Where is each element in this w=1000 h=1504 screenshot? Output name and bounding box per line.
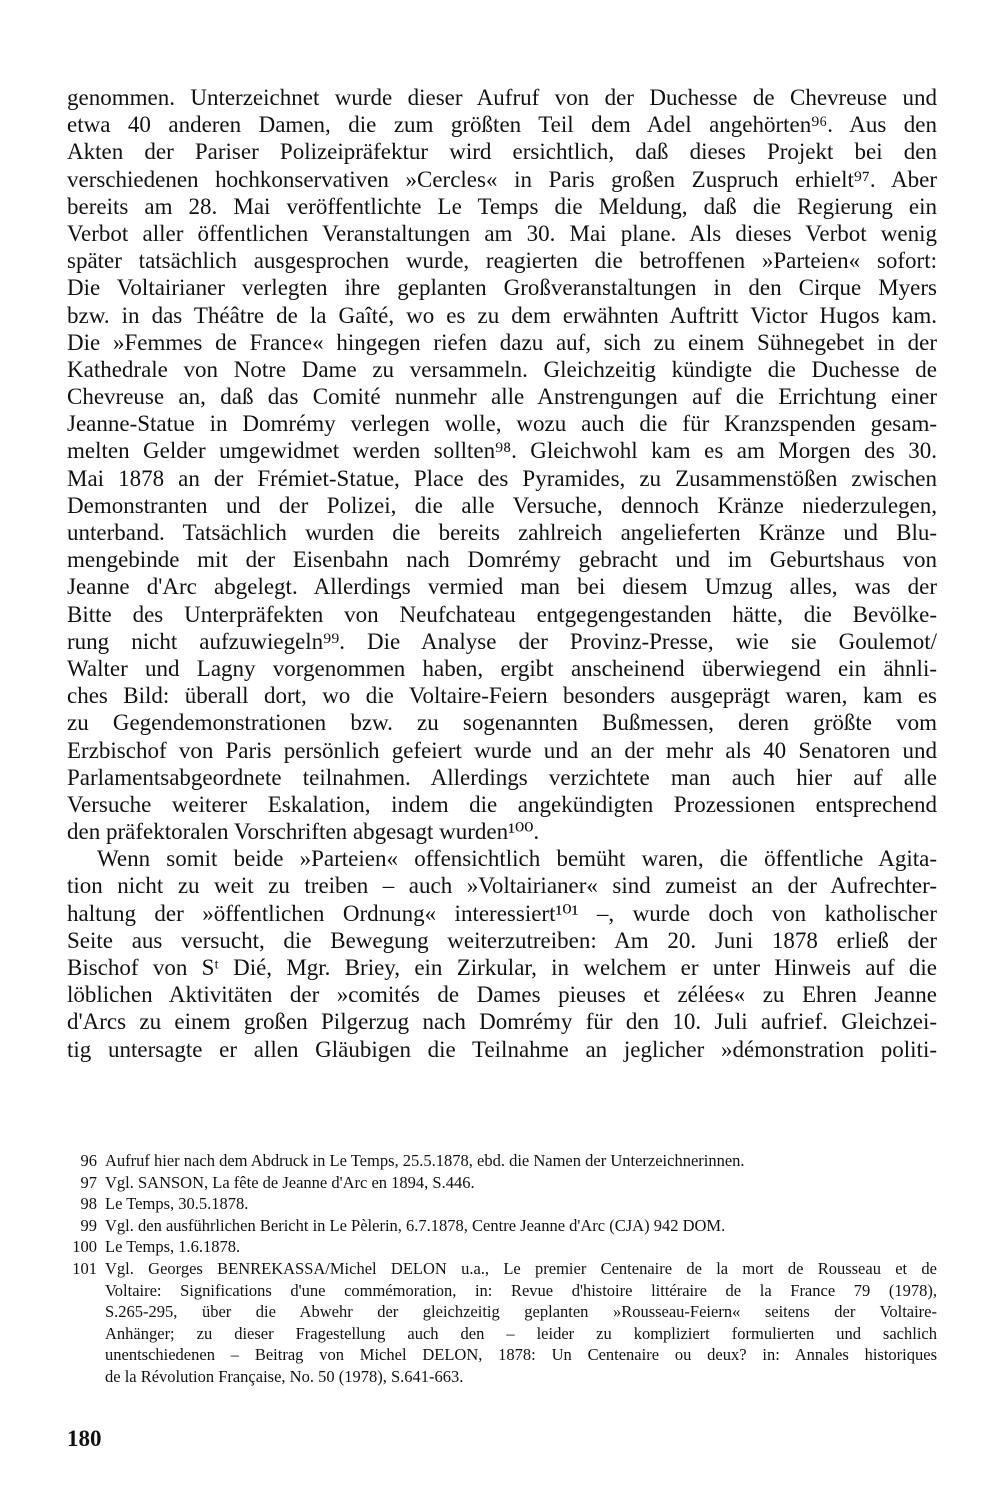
text-line: Akten der Pariser Polizeipräfektur wird ersichtlich, daß dieses Projekt bei den (67, 139, 937, 165)
footnote-line: S.265-295, über die Abwehr der gleichzeitig geplanten »Rousseau-Feiern« seitens der Voltaire- (105, 1302, 937, 1322)
text-line: genommen. Unterzeichnet wurde dieser Aufruf von der Duchesse de Chevreuse und (67, 85, 937, 110)
footnote (67, 1150, 937, 1172)
text-line: Wenn somit beide »Parteien« offensichtlich bemüht waren, die öffentliche Agita- (97, 846, 937, 872)
footnote (67, 1258, 937, 1388)
text-line: bereits am 28. Mai veröffentlichte Le Temps die Meldung, daß die Regierung ein (67, 193, 937, 219)
text-line: später tatsächlich ausgesprochen wurde, reagierten die betroffenen »Parteien« sofort: (67, 248, 937, 274)
footnote-number: 96 (80, 1151, 97, 1170)
text-line: unterband. Tatsächlich wurden die bereits zahlreich angelieferten Kränze und Blu- (67, 520, 937, 545)
text-line: zu Gegendemonstrationen bzw. zu sogenannten Bußmessen, deren größte vom (67, 710, 937, 736)
footnote-line: Vgl. den ausführlichen Bericht in Le Pèlerin, 6.7.1878, Centre Jeanne d'Arc (CJA) 942 DOM. (105, 1215, 726, 1235)
footnote-text (105, 1258, 937, 1388)
footnote-text (105, 1172, 937, 1194)
text-line: Verbot aller öffentlichen Veranstaltungen am 30. Mai plane. Als dieses Verbot wenig (67, 220, 937, 246)
text-line: mengebinde mit der Eisenbahn nach Domrémy gebracht und im Geburtshaus von (67, 547, 937, 573)
footnote-line: Vgl. SANSON, La fête de Jeanne d'Arc en 1894, S.446. (105, 1172, 475, 1192)
footnote (67, 1193, 937, 1215)
footnote (67, 1215, 937, 1237)
footnote-line: Vgl. Georges BENREKASSA/Michel DELON u.a., Le premier Centenaire de la mort de Rousseau et de (105, 1258, 937, 1278)
footnote-number: 99 (80, 1215, 97, 1235)
page-number: 180 (67, 1426, 102, 1451)
text-line: rung nicht aufzuwiegeln⁹⁹. Die Analyse der Provinz-Presse, wie sie Goulemot/ (67, 628, 937, 654)
text-line: Die Voltairianer verlegten ihre geplanten Großveranstaltungen in den Cirque Myers (67, 275, 937, 301)
text-line: Bischof von Sᵗ Dié, Mgr. Briey, ein Zirkular, in welchem er unter Hinweis auf die (67, 955, 937, 980)
text-line: Jeanne d'Arc abgelegt. Allerdings vermied man bei diesem Umzug alles, was der (67, 574, 937, 600)
text-line: ches Bild: überall dort, wo die Voltaire-Feiern besonders ausgeprägt waren, kam es (67, 683, 937, 709)
footnote-line: Le Temps, 1.6.1878. (105, 1237, 241, 1257)
footnote-line: unentschiedenen – Beitrag von Michel DELON, 1878: Un Centenaire ou deux? in: Annales historiques (105, 1345, 937, 1365)
text-line: Die »Femmes de France« hingegen riefen dazu auf, sich zu einem Sühnegebet in der (67, 329, 937, 355)
text-line: Kathedrale von Notre Dame zu versammeln. Gleichzeitig kündigte die Duchesse de (67, 356, 937, 382)
footnote-line: de la Révolution Française, No. 50 (1978), S.641-663. (105, 1366, 464, 1386)
text-line: haltung der »öffentlichen Ordnung« interessiert¹⁰¹ –, wurde doch von katholischer (67, 900, 937, 926)
text-line: Versuche weiterer Eskalation, indem die angekündigten Prozessionen entsprechend (67, 791, 937, 817)
footnote-line: Voltaire: Significations d'une commémoration, in: Revue d'histoire littéraire de la France 79 (1978), (105, 1280, 937, 1300)
text-line: verschiedenen hochkonservativen »Cercles« in Paris großen Zuspruch erhielt⁹⁷. Aber (67, 166, 937, 192)
footnote-text (105, 1193, 937, 1215)
footnote-text (105, 1215, 937, 1237)
body-text (67, 84, 937, 1063)
text-line: Chevreuse an, daß das Comité nunmehr alle Anstrengungen auf die Errichtung einer (67, 384, 937, 410)
footnote-number: 100 (72, 1237, 97, 1257)
text-line: den präfektoralen Vorschriften abgesagt wurden¹⁰⁰. (67, 819, 540, 845)
footnote-line: Le Temps, 30.5.1878. (105, 1194, 249, 1214)
footnote-line: Aufruf hier nach dem Abdruck in Le Temps, 25.5.1878, ebd. die Namen der Unterzeichnerinnen. (105, 1151, 745, 1170)
footnote-text (105, 1150, 937, 1172)
text-line: tion nicht zu weit zu treiben – auch »Voltairianer« sind zumeist an der Aufrechter- (67, 873, 937, 899)
footnote (67, 1236, 937, 1258)
text-line: tig untersagte er allen Gläubigen die Teilnahme an jeglicher »démonstration politi- (67, 1036, 937, 1062)
text-line: Walter und Lagny vorgenommen haben, ergibt anscheinend überwiegend ein ähnli- (67, 655, 937, 681)
text-line: Erzbischof von Paris persönlich gefeiert wurde und an der mehr als 40 Senatoren und (67, 737, 937, 763)
text-line: Jeanne-Statue in Domrémy verlegen wolle, wozu auch die für Kranzspenden gesam- (67, 411, 937, 437)
text-line: etwa 40 anderen Damen, die zum größten Teil dem Adel angehörten⁹⁶. Aus den (67, 112, 937, 138)
text-line: löblichen Aktivitäten der »comités de Dames pieuses et zélées« zu Ehren Jeanne (67, 982, 937, 1008)
footnote-line: Anhänger; zu dieser Fragestellung auch den – leider zu kompliziert formulierten und sachlich (105, 1323, 937, 1343)
text-line: Seite aus versucht, die Bewegung weiterzutreiben: Am 20. Juni 1878 erließ der (67, 927, 937, 953)
footnote (67, 1172, 937, 1194)
text-line: Parlamentsabgeordnete teilnahmen. Allerdings verzichtete man auch hier auf alle (67, 764, 937, 790)
text-line: Bitte des Unterpräfekten von Neufchateau entgegengestanden hätte, die Bevölke- (67, 601, 937, 627)
footnotes (67, 1150, 937, 1388)
text-line: d'Arcs zu einem großen Pilgerzug nach Domrémy für den 10. Juli aufrief. Gleichzei- (67, 1009, 937, 1035)
footnote-text (105, 1236, 937, 1258)
text-line: Mai 1878 an der Frémiet-Statue, Place des Pyramides, zu Zusammenstößen zwischen (67, 465, 937, 491)
text-line: Demonstranten und der Polizei, die alle Versuche, dennoch Kränze niederzulegen, (67, 492, 937, 518)
text-line: bzw. in das Théâtre de la Gaîté, wo es zu dem erwähnten Auftritt Victor Hugos kam. (67, 302, 937, 328)
footnote-number: 97 (80, 1172, 97, 1192)
footnote-number: 98 (80, 1194, 97, 1214)
footnote-number: 101 (72, 1258, 97, 1278)
text-line: melten Gelder umgewidmet werden sollten⁹⁸. Gleichwohl kam es am Morgen des 30. (67, 438, 937, 464)
